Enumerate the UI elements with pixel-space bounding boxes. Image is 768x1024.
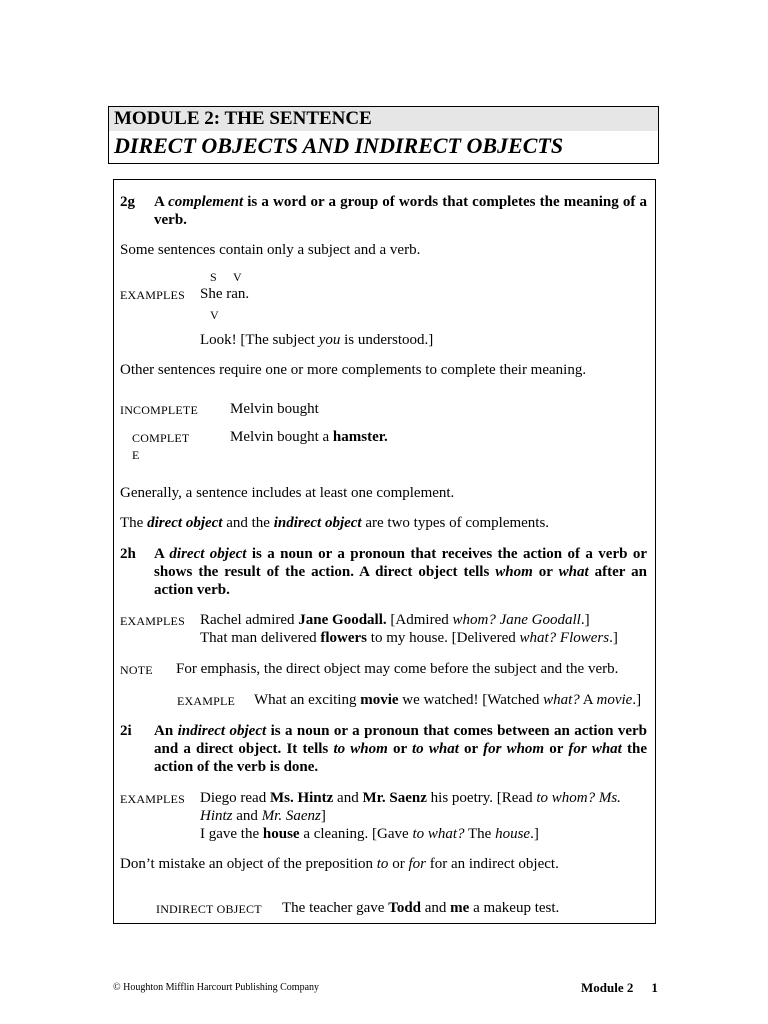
indirect-object-sentence: The teacher gave Todd and me a makeup test. [282,900,560,916]
example-sentence-she-ran: She ran. [200,286,250,302]
page-number: 1 [651,980,658,995]
term-complement: complement [168,194,244,210]
example-house: I gave the house a cleaning. [Gave to what? The house.] [200,826,539,842]
footer-module: Module 2 [581,980,634,995]
incomplete-sentence: Melvin bought [230,401,319,417]
complete-label-line1: COMPLET [132,431,190,445]
example-rachel: Rachel admired Jane Goodall. [Admired whom? Jane Goodall.] [200,612,590,628]
incomplete-label: INCOMPLETE [120,403,198,417]
note-text: For emphasis, the direct object may come before the subject and the verb. [176,661,619,677]
paragraph-2: Other sentences require one or more complements to complete their meaning. [120,362,587,378]
rule-2h-number: 2h [120,546,136,562]
example-flowers: That man delivered flowers to my house. [Delivered what? Flowers.] [200,630,618,646]
rule-2h-text: A direct object is a noun or a pronoun that receives the action of a verb or shows the result of the action. A direct object tells whom or what after an action verb. [154,546,648,598]
rule-2i-text: An indirect object is a noun or a pronoun that comes between an action verb and a direct object. It tells to whom or to what or for whom or for what the action of the verb is done. [154,723,648,775]
page-footer [581,980,658,996]
rule-2g-number: 2g [120,194,135,210]
example-diego: Diego read Ms. Hintz and Mr. Saenz his poetry. [Read to whom? Ms. Hintz and Mr. Saenz] [200,790,621,824]
examples-label-2: EXAMPLES [120,614,185,628]
complete-sentence: Melvin bought a hamster. [230,429,388,445]
subject-marker: S [210,270,217,284]
paragraph-4: The direct object and the indirect object are two types of complements. [120,515,550,531]
module-label: MODULE 2: THE SENTENCE [109,107,658,131]
paragraph-5: Don’t mistake an object of the preposition to or for for an indirect object. [120,856,559,872]
note-example-label: EXAMPLE [177,694,236,708]
example-sentence-look: Look! [The subject you is understood.] [200,332,434,348]
note-example-sentence: What an exciting movie we watched! [Watched what? A movie.] [254,692,642,708]
complete-label-line2: E [132,448,140,462]
rule-2i-number: 2i [120,723,132,739]
examples-label-1: EXAMPLES [120,288,185,302]
indirect-object-label: INDIRECT OBJECT [156,902,262,916]
page-title: DIRECT OBJECTS AND INDIRECT OBJECTS [114,133,564,158]
paragraph-3: Generally, a sentence includes at least one complement. [120,485,455,501]
module-header [108,106,659,164]
rule-2g-text: A complement is a word or a group of words that completes the meaning of a verb. [154,194,647,228]
copyright-notice: © Houghton Mifflin Harcourt Publishing Company [113,982,320,993]
examples-label-3: EXAMPLES [120,792,185,806]
paragraph-1: Some sentences contain only a subject and a verb. [120,242,421,258]
verb-marker: V [233,270,242,284]
note-label: NOTE [120,663,153,677]
verb-marker-2: V [210,308,219,322]
